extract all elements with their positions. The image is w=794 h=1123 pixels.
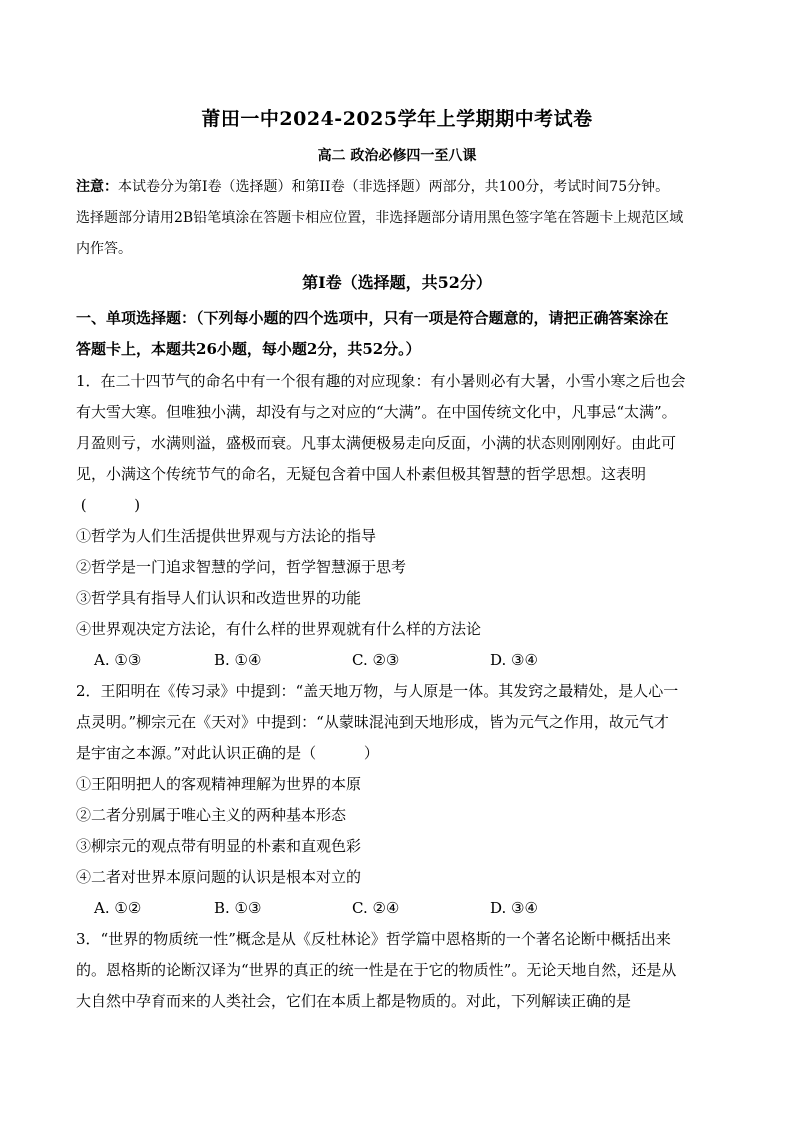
notice-label: 注意： (76, 179, 118, 195)
part-line: 一、单项选择题：（下列每小题的四个选项中，只有一项是符合题意的，请把正确答案涂在 (76, 309, 669, 327)
statement-item: ②二者分别属于唯心主义的两种基本形态 (76, 806, 347, 824)
option-d: D. ③④ (490, 651, 538, 669)
option-b: B. ①④ (214, 651, 262, 669)
option-c: C. ②④ (352, 899, 400, 917)
notice-line: 选择题部分请用2B铅笔填涂在答题卡相应位置，非选择题部分请用黑色签字笔在答题卡上规范区域 (76, 210, 684, 226)
option-a: A. ①② (94, 899, 142, 917)
question-stem-line: 见，小满这个传统节气的命名，无疑包含着中国人朴素但极其智慧的哲学思想。这表明 (76, 465, 647, 483)
statement-item: ③柳宗元的观点带有明显的朴素和直观色彩 (76, 837, 362, 855)
question-stem-line: 月盈则亏，水满则溢，盛极而衰。凡事太满便极易走向反面，小满的状态则刚刚好。由此可 (76, 434, 677, 452)
notice-line (76, 174, 736, 205)
answer-options (76, 893, 726, 924)
part-instructions (76, 303, 726, 365)
option-c: C. ②③ (352, 651, 400, 669)
statement-item: ①王阳明把人的客观精神理解为世界的本原 (76, 775, 362, 793)
exam-title: 莆田一中2024-2025学年上学期期中考试卷 (201, 108, 593, 130)
question-2 (76, 676, 726, 924)
notice-line: 内作答。 (76, 241, 132, 257)
question-stem-line: 3．“世界的物质统一性”概念是从《反杜林论》哲学篇中恩格斯的一个著名论断中概括出来 (76, 930, 671, 948)
answer-options (76, 645, 726, 676)
question-stem-line: 2．王阳明在《传习录》中提到：“盖天地万物，与人原是一体。其发窍之最精处，是人心一 (76, 682, 679, 700)
answer-blank: ( ) (76, 496, 141, 514)
part-line: 答题卡上，本题共26小题，每小题2分，共52分。） (76, 340, 421, 358)
option-a: A. ①③ (94, 651, 142, 669)
section-title: 第I卷（选择题，共52分） (302, 273, 492, 292)
notice-text: 本试卷分为第I卷（选择题）和第II卷（非选择题）两部分，共100分，考试时间75分钟。 (118, 179, 670, 195)
question-stem-line: 1．在二十四节气的命名中有一个很有趣的对应现象：有小暑则必有大暑，小雪小寒之后也会 (76, 372, 686, 390)
option-d: D. ③④ (490, 899, 538, 917)
statement-item: ④世界观决定方法论，有什么样的世界观就有什么样的方法论 (76, 620, 482, 638)
statement-item: ③哲学具有指导人们认识和改造世界的功能 (76, 589, 362, 607)
exam-subtitle: 高二 政治必修四一至八课 (317, 148, 477, 164)
statement-item: ①哲学为人们生活提供世界观与方法论的指导 (76, 527, 377, 545)
question-stem-line: 点灵明。”柳宗元在《天对》中提到：“从蒙昧混沌到天地形成，皆为元气之作用，故元气才 (76, 713, 669, 731)
question-stem-line: 大自然中孕育而来的人类社会，它们在本质上都是物质的。对此，下列解读正确的是 (76, 992, 632, 1010)
question-3 (76, 924, 726, 1017)
question-1 (76, 366, 726, 676)
option-b: B. ①③ (214, 899, 262, 917)
question-stem-line: 的。恩格斯的论断汉译为“世界的真正的统一性是在于它的物质性”。无论天地自然，还是从 (76, 961, 677, 979)
statement-item: ④二者对世界本原问题的认识是根本对立的 (76, 868, 362, 886)
question-stem-line: 有大雪大寒。但唯独小满，却没有与之对应的“大满”。在中国传统文化中，凡事忌“太满”。 (76, 403, 677, 421)
question-stem-line: 是宇宙之本源。”对此认识正确的是（ ） (76, 744, 379, 762)
exam-notice (76, 174, 736, 267)
statement-item: ②哲学是一门追求智慧的学问，哲学智慧源于思考 (76, 558, 407, 576)
